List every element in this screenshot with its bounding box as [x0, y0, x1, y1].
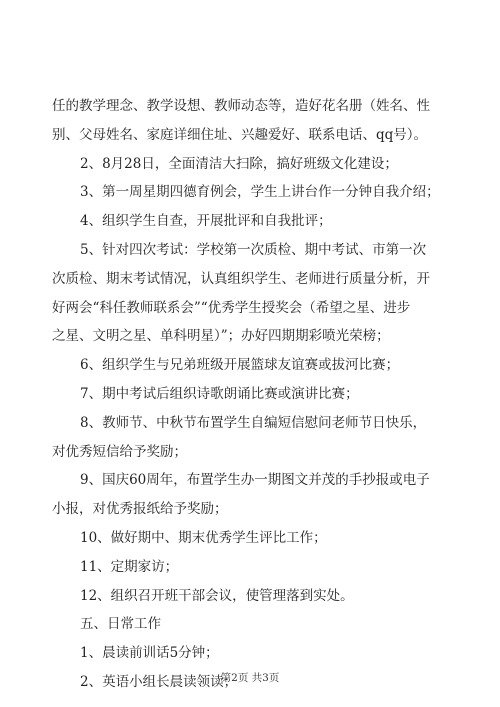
document-body — [52, 92, 452, 697]
text-line-6: 5、针对四次考试：学校第一次质检、期中考试、市第一次 — [80, 241, 427, 258]
text-line-18: 12、组织召开班干部会议，使管理落到实处。 — [80, 587, 354, 604]
text-line-15: 小报，对优秀报纸给予奖励； — [52, 501, 228, 518]
text-line-21: 2、英语小组长晨读领读； — [80, 673, 238, 690]
text-line-10: 6、组织学生与兄弟班级开展篮球友谊赛或拔河比赛； — [80, 357, 400, 374]
text-line-12: 8、教师节、中秋节布置学生自编短信慰问老师节日快乐， — [80, 414, 427, 431]
text-line-3: 2、8月28日，全面清洁大扫除，搞好班级文化建设； — [80, 155, 398, 172]
text-line-16: 10、做好期中、期末优秀学生评比工作； — [80, 529, 327, 546]
text-line-13: 对优秀短信给予奖励； — [52, 443, 187, 460]
text-line-5: 4、组织学生自查，开展批评和自我批评； — [80, 213, 332, 230]
page-number-footer: 第2页 共3页 — [220, 672, 280, 684]
text-line-9: 之星、文明之星、单科明星）”；办好四期期彩喷光荣榜； — [52, 328, 390, 345]
text-line-7: 次质检、期末考试情况，认真组织学生、老师进行质量分析，开 — [52, 270, 430, 287]
text-line-17: 11、定期家访； — [80, 558, 179, 575]
text-line-4: 3、第一周星期四德育例会，学生上讲台作一分钟自我介绍； — [80, 184, 440, 201]
text-line-11: 7、期中考试后组织诗歌朗诵比赛或演讲比赛； — [80, 385, 359, 402]
text-line-8: 好两会“科任教师联系会”“优秀学生授奖会（希望之星、进步 — [52, 299, 411, 316]
section-heading: 五、日常工作 — [80, 616, 161, 633]
text-line-1: 任的教学理念、教学设想、教师动态等，造好花名册（姓名、性 — [52, 98, 430, 114]
text-line-20: 1、晨读前训话5分钟； — [80, 645, 219, 662]
text-line-14: 9、国庆60周年，布置学生办一期图文并茂的手抄报或电子 — [80, 472, 430, 489]
text-line-2: 别、父母姓名、家庭详细住址、兴趣爱好、联系电话、qq号）。 — [52, 126, 428, 143]
